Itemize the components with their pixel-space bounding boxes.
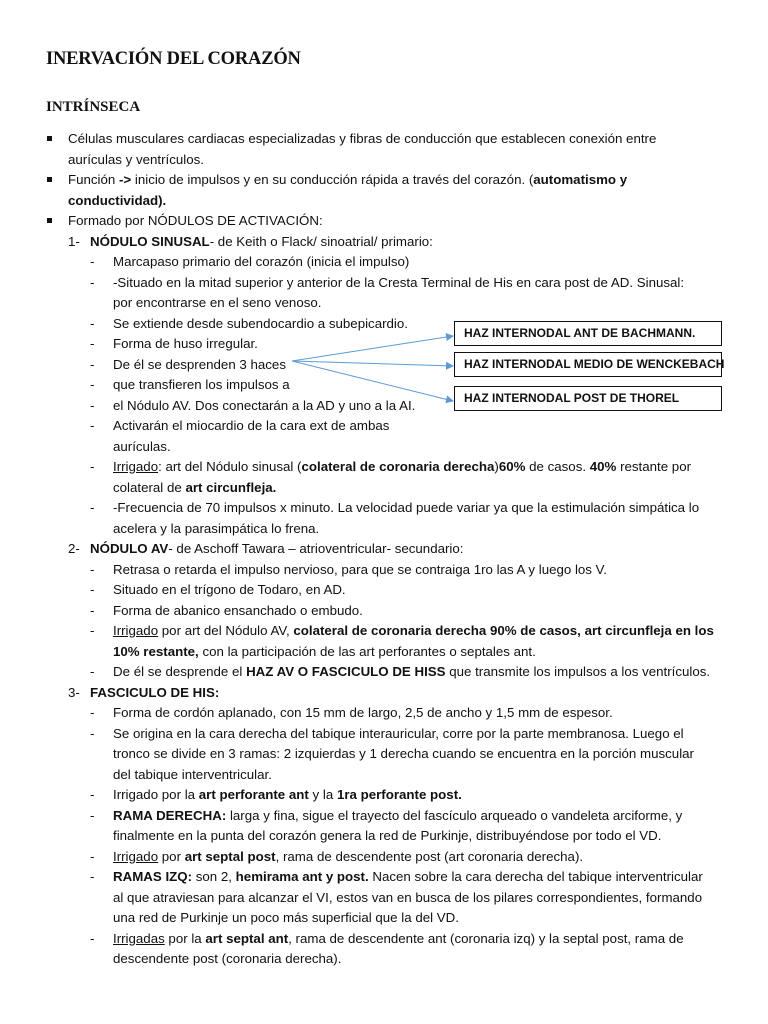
text-run: Formado por NÓDULOS DE ACTIVACIÓN: bbox=[68, 213, 323, 228]
text-run: 1ra perforante post. bbox=[336, 787, 462, 802]
list-marker: - bbox=[90, 459, 95, 474]
text-run: 10% restante, bbox=[113, 643, 199, 659]
text-run: inicio de impulsos y en su conducción rápida a través del corazón. ( bbox=[131, 172, 534, 187]
text-run: Función bbox=[68, 172, 119, 187]
text-run: por art del Nódulo AV, bbox=[158, 623, 294, 638]
text-run: por encontrarse en el seno venoso. bbox=[113, 295, 322, 310]
text-run: una red de Purkinje un poco más superficial que la del VD. bbox=[113, 910, 459, 925]
list-marker: - bbox=[90, 397, 95, 413]
text-run: por la bbox=[164, 930, 206, 946]
text-run: De él se desprenden 3 haces bbox=[113, 356, 286, 372]
list-marker: - bbox=[90, 315, 95, 331]
text-run: -Frecuencia de 70 impulsos x minuto. La velocidad puede variar ya que la estimulación simpática lo bbox=[113, 500, 700, 515]
list-marker: - bbox=[90, 725, 95, 741]
arrow-to-thorel bbox=[292, 361, 453, 401]
text-run: Nacen sobre la cara derecha del tabique interventricular bbox=[368, 869, 703, 884]
text-run: , rama de descendente ant (coronaria izq) y la septal post, rama de bbox=[288, 930, 684, 946]
list-marker: - bbox=[90, 561, 95, 577]
list-marker: - bbox=[90, 377, 95, 392]
list-marker: - bbox=[90, 807, 95, 823]
list-marker: - bbox=[90, 336, 95, 351]
text-run: tronco se divide en 3 ramas: 2 izquierdas y 1 derecha cuando se encuentra en la porción muscular bbox=[113, 746, 694, 761]
list-marker: - bbox=[90, 274, 95, 290]
text-run: Forma de abanico ensanchado o embudo. bbox=[113, 602, 363, 618]
list-marker: - bbox=[90, 705, 95, 720]
text-run: - de Aschoff Tawara – atrioventricular- secundario: bbox=[168, 541, 464, 556]
text-run: colateral de coronaria derecha bbox=[301, 459, 495, 474]
text-run: Células musculares cardiacas especializadas y fibras de conducción que establecen conexión entre bbox=[68, 131, 657, 146]
text-run: colateral de bbox=[113, 479, 186, 495]
text-run: al que atraviesan para alcanzar el VI, estos van en busca de los pilares correspondientes, formando bbox=[113, 889, 703, 905]
text-run: art septal post bbox=[184, 848, 276, 864]
arrow-to-wenckebach bbox=[292, 361, 453, 366]
text-run: FASCICULO DE HIS: bbox=[90, 684, 220, 700]
text-run: con la participación de las art perforantes o septales ant. bbox=[198, 643, 536, 659]
text-run: descendente post (coronaria derecha). bbox=[113, 951, 342, 966]
text-run: art circunfleja. bbox=[185, 479, 277, 495]
text-run: por bbox=[158, 848, 185, 864]
page-title: INERVACIÓN DEL CORAZÓN bbox=[46, 49, 301, 69]
callout-box-bachmann: HAZ INTERNODAL ANT DE BACHMANN. bbox=[454, 321, 722, 346]
text-run: NÓDULO AV bbox=[90, 541, 169, 556]
text-run: art septal ant bbox=[205, 930, 289, 946]
text-run: -Situado en la mitad superior y anterior de la Cresta Terminal de His en cara post de AD. Sinusal: bbox=[113, 274, 685, 290]
list-marker: - bbox=[90, 664, 95, 679]
text-run: -> bbox=[119, 172, 132, 187]
arrow-to-bachmann bbox=[292, 336, 453, 361]
text-run: 60% bbox=[498, 459, 526, 474]
text-run: finalmente en la punta del corazón genera la red de Purkinje, distribuyéndose por todo el VD. bbox=[113, 828, 662, 843]
text-run: son 2, bbox=[192, 869, 236, 884]
text-run: ) bbox=[494, 459, 499, 474]
text-run: Irrigado por la bbox=[113, 787, 199, 802]
text-run: Irrigado bbox=[113, 623, 159, 638]
text-run: Situado en el trígono de Todaro, en AD. bbox=[113, 582, 346, 597]
text-run: automatismo y bbox=[533, 172, 628, 187]
text-run: del tabique interventricular. bbox=[113, 766, 272, 782]
text-run: colateral de coronaria derecha 90% de casos, art circunfleja en los bbox=[293, 623, 714, 638]
list-marker: 2- bbox=[68, 541, 80, 556]
list-marker: - bbox=[90, 582, 95, 597]
text-run: 40% bbox=[589, 459, 617, 474]
text-run: NÓDULO SINUSAL bbox=[90, 233, 210, 249]
list-marker: - bbox=[90, 500, 95, 515]
text-run: Retrasa o retarda el impulso nervioso, para que se contraiga 1ro las A y luego los V. bbox=[113, 561, 607, 577]
list-marker: - bbox=[90, 623, 95, 638]
text-run: el Nódulo AV. Dos conectarán a la AD y uno a la AI. bbox=[113, 397, 416, 413]
list-marker: - bbox=[90, 418, 95, 433]
callout-box-thorel: HAZ INTERNODAL POST DE THOREL bbox=[454, 386, 722, 411]
text-run: RAMAS IZQ: bbox=[113, 869, 193, 884]
list-marker: - bbox=[90, 254, 95, 269]
text-run: RAMA DERECHA: bbox=[113, 807, 227, 823]
text-run: que transfieren los impulsos a bbox=[113, 377, 290, 392]
text-run: HAZ AV O FASCICULO DE HISS bbox=[246, 664, 446, 679]
list-marker: 3- bbox=[68, 684, 80, 700]
list-marker: 1- bbox=[68, 233, 80, 249]
text-run: que transmite los impulsos a los ventrículos. bbox=[445, 664, 711, 679]
text-run: Forma de huso irregular. bbox=[113, 336, 258, 351]
text-run: Irrigado bbox=[113, 459, 159, 474]
list-marker: - bbox=[90, 356, 95, 372]
text-run: larga y fina, sigue el trayecto del fascículo arqueado o vandeleta arciforme, y bbox=[226, 807, 683, 823]
text-run: art perforante ant bbox=[198, 787, 309, 802]
text-run: Forma de cordón aplanado, con 15 mm de largo, 2,5 de ancho y 1,5 mm de espesor. bbox=[113, 705, 613, 720]
text-run: aurículas y ventrículos. bbox=[68, 151, 204, 167]
section-heading: INTRÍNSECA bbox=[46, 99, 141, 115]
text-run: Activarán el miocardio de la cara ext de ambas bbox=[113, 418, 390, 433]
text-run: , rama de descendente post (art coronaria derecha). bbox=[275, 848, 584, 864]
list-marker: - bbox=[90, 869, 95, 884]
text-run: acelera y la parasimpática lo frena. bbox=[113, 520, 320, 536]
text-run: Irrigado bbox=[113, 848, 159, 864]
text-run: De él se desprende el bbox=[113, 664, 247, 679]
text-run: Marcapaso primario del corazón (inicia el impulso) bbox=[113, 254, 410, 269]
list-marker: - bbox=[90, 787, 95, 802]
text-run: restante por bbox=[616, 459, 692, 474]
text-run: - de Keith o Flack/ sinoatrial/ primario: bbox=[209, 233, 433, 249]
text-run: hemirama ant y post. bbox=[235, 869, 369, 884]
text-run: y la bbox=[308, 787, 337, 802]
list-marker: - bbox=[90, 602, 95, 618]
text-run: conductividad). bbox=[68, 192, 167, 208]
list-marker: - bbox=[90, 848, 95, 864]
text-run: Se origina en la cara derecha del tabique interauricular, corre por la parte membranosa. Luego el bbox=[113, 725, 684, 741]
text-run: Irrigadas bbox=[113, 930, 165, 946]
text-run: de casos. bbox=[525, 459, 590, 474]
text-run: Se extiende desde subendocardio a subepicardio. bbox=[113, 315, 408, 331]
text-run: : art del Nódulo sinusal ( bbox=[158, 459, 302, 474]
callout-box-wenckebach: HAZ INTERNODAL MEDIO DE WENCKEBACH bbox=[454, 352, 722, 377]
text-run: aurículas. bbox=[113, 438, 171, 454]
list-marker: - bbox=[90, 930, 95, 946]
